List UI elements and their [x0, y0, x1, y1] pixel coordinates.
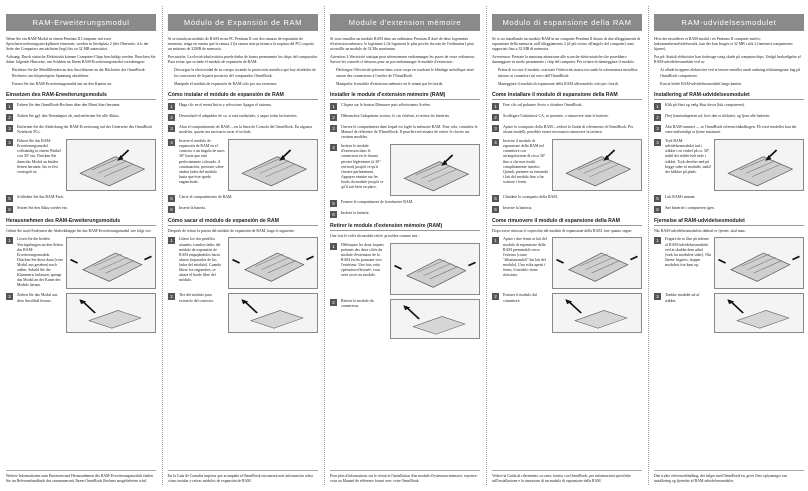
step-text: Inserire la batteria.: [503, 206, 533, 211]
remove-step-1: [492, 237, 642, 289]
step-text: Débranchez l'adaptateur secteur, le cas échéant, et retirez les batteries.: [341, 113, 450, 118]
step-number: 1: [654, 103, 661, 110]
step-text: Cliquez sur le bouton Démarrer puis sélectionnez Arrêter.: [341, 102, 431, 107]
step-text: Aprire i due fermi ai lati del modulo di espansione della RAM premendoli verso l'esterno (come "allontanandoli" dai lati del modulo). Una volta aperti i fermi, il modulo viene rilasciato.: [503, 237, 547, 278]
step-text: Ziehen Sie ggf. den Netzadapter ab, und entfernen Sie alle Akkus.: [17, 113, 120, 118]
step-number: 1: [330, 103, 337, 110]
bullet-2: Manipulez le module d'extension mémoire en le tenant par les bords.: [336, 81, 444, 86]
intro-text: Si vous installez un module RAM dans un ordinateur Pentium II doté de deux logements d'extension mémoire, le logement 2 (le logement le plus proche du coin de l'ordinateur) peut accueillir un module de 32 Mo maximum.: [330, 37, 474, 52]
step-number: 5: [330, 200, 337, 207]
step-number: 2: [492, 293, 499, 300]
step-number: 4: [6, 139, 13, 146]
bullet-1: At aflade kroppens elektricitet ved at berøre metallet rundt omkring tilslutningerne bag på OmniBook computeren.: [660, 68, 801, 78]
column-divider: [486, 6, 487, 485]
install-step-2: [654, 114, 804, 121]
step-number: 2: [168, 114, 175, 121]
step-number: 4: [168, 139, 175, 146]
remove-heading: Cómo sacar el módulo de expansión de RAM: [168, 218, 318, 226]
install-heading: Installering af RAM-udvidelsesmodulet: [654, 92, 804, 100]
install-heading: Installer le module d'extension mémoire (RAM): [330, 92, 480, 100]
step-number: 1: [330, 243, 337, 250]
module-pull-illustration: [390, 299, 480, 339]
ram-insert-illustration: [228, 139, 318, 191]
install-step-4: [654, 139, 804, 191]
install-step-5: [6, 195, 156, 202]
step-text: Trække modulet ud af stikket.: [665, 293, 700, 303]
latch-release-illustration: [390, 243, 480, 295]
step-number: 3: [6, 125, 13, 132]
step-text: Setzen Sie den Akku wieder ein.: [17, 206, 68, 211]
column-title: RAM-Erweiterungsmodul: [6, 14, 156, 31]
step-text: Drej lysnetadapteren ud, hvis den er tilsluttet, og fjern alle batterier.: [665, 113, 771, 118]
install-step-2: [492, 114, 642, 121]
language-column-2: [168, 10, 318, 484]
bullet-1: Descargue la electricidad de su cuerpo tocando la protección metálica que hay alrededor de los conectores de la parte posterior del computador OmniBook.: [174, 68, 316, 78]
install-step-6: [654, 206, 804, 213]
remove-intro: Gehen Sie nach Entfernen der Abdeckklappe für das RAM-Erweiterungsmodul wie folgt vor:: [6, 229, 152, 234]
ram-insert-illustration: [552, 139, 642, 191]
step-text: Estrarre il modulo dal connettore.: [503, 293, 538, 303]
step-text: Chiudere lo scomparto della RAM.: [503, 195, 558, 200]
step-text: Ouvrez le compartiment dans lequel est logée la mémoire RAM. Pour cela, consultez le Manuel de référence de l'OmniBook. Il peut être nécessaire de retirer le clavier sur certains modèles.: [341, 124, 478, 140]
step-text: Sæt batteriet i computeren igen.: [665, 206, 715, 211]
step-number: 4: [330, 144, 337, 151]
install-step-2: [6, 114, 156, 121]
step-number: 6: [6, 206, 13, 213]
step-text: Führen Sie das RAM-Erweiterungsmodul vollständig in einem Winkel von 30° ein. Drücken Sie dann das Modul an beiden Seiten herunter, bis es fest verriegelt ist.: [17, 139, 61, 174]
install-step-3: [492, 125, 642, 135]
install-step-3: [330, 125, 480, 140]
footer-note: En la Guía de Consulta impresa que acompaña al OmniBook encontrará más información sobre cómo instalar y retirar módulos de expansión de RAM.: [168, 470, 318, 484]
ram-insert-illustration: [66, 139, 156, 191]
intro-text: Hvis der installeres et RAM-modul i en Pentium II computer med to hukommelsesudvidelsesstik, kan der kun bruges et 32 MB i stik 2 (nærmest computerens hjørne).: [654, 37, 793, 52]
step-text: Inserte la batería.: [179, 206, 206, 211]
step-number: 2: [654, 114, 661, 121]
step-number: 2: [492, 114, 499, 121]
step-number: 2: [168, 293, 175, 300]
install-step-2: [330, 114, 480, 121]
step-text: Insérez la batterie.: [341, 211, 370, 216]
step-text: Cierre el compartimento de RAM.: [179, 195, 233, 200]
step-text: Fahren Sie den OmniBook-Rechner über den Menü Start herunter.: [17, 102, 121, 107]
module-pull-illustration: [714, 293, 804, 333]
step-number: 3: [654, 125, 661, 132]
latch-release-illustration: [714, 237, 804, 289]
step-number: 5: [6, 195, 13, 202]
step-number: 2: [6, 293, 13, 300]
step-number: 5: [168, 195, 175, 202]
install-step-1: [6, 103, 156, 110]
install-heading: Come installare il modulo di espansione della RAM: [492, 92, 642, 100]
step-number: 3: [492, 125, 499, 132]
step-text: Tire del módulo para extraerlo del conector.: [179, 293, 214, 303]
step-number: 1: [492, 103, 499, 110]
remove-heading: Fjernelse af RAM-udvidelsesmodulet: [654, 218, 804, 226]
step-number: 6: [168, 206, 175, 213]
footer-note: Pour plus d'informations sur le retrait et l'installation d'un module d'extension mémoire, reportez-vous au Manuel de référence fourni avec votre OmniBook.: [330, 470, 480, 484]
step-text: Inserire il modulo di espansione della RAM nel connettore con un'angolazione di circa 30° fino a che non risulti completamente inserito. Quindi, premere su entrambi i lati del modulo fino a far scattare i fermi.: [503, 139, 548, 184]
remove-intro: Når RAM-udvidelsesmodulets dæksel er fjernet, skal man:: [654, 229, 746, 234]
footer-note: Vedere la Guida di riferimento su carta, fornita con OmniBook, per informazioni specifiche sull'installazione e la rimozione di un modulo di espansione della RAM.: [492, 470, 642, 484]
module-pull-illustration: [228, 293, 318, 333]
install-step-4: [330, 144, 480, 196]
module-pull-illustration: [552, 293, 642, 333]
intro-text: Se si sta installando un modulo RAM in un computer Pentium II dotato di due alloggiamenti di espansione della memoria, nell'alloggiamento 2 (il più vicino all'angolo del computer) sono supportati fino a 32 MB di memoria.: [492, 37, 641, 52]
step-text: Luk RAM-rummet.: [665, 195, 696, 200]
step-number: 2: [330, 299, 337, 306]
step-number: 1: [6, 237, 13, 244]
step-number: 3: [330, 125, 337, 132]
caution-text: Achtung: Durch statische Elektrizität können Computer-Chips beschädigt werden. Beachten Sie daher folgende Hinweise, um Schäden an Ihrem RAM-Erweiterungsmodul vorzubeugen:: [6, 55, 156, 65]
install-step-3: [168, 125, 318, 135]
install-step-5: [654, 195, 804, 202]
step-number: 1: [654, 237, 661, 244]
step-text: Fermez le compartiment de la mémoire RAM.: [341, 200, 414, 205]
install-step-6: [492, 206, 642, 213]
install-heading: Einsetzen des RAM-Erweiterungsmoduls: [6, 92, 156, 100]
install-heading: Cómo instalar el módulo de expansión de RAM: [168, 92, 318, 100]
install-step-5: [492, 195, 642, 202]
step-number: 1: [168, 237, 175, 244]
step-text: Klik på Start og vælg Shut down (luk computeren).: [665, 102, 745, 107]
remove-step-1: [654, 237, 804, 289]
step-number: 5: [654, 195, 661, 202]
remove-step-2: [330, 299, 480, 339]
remove-intro: Dopo avere rimosso il coperchio del modulo di espansione della RAM, fare quanto segue:: [492, 229, 633, 234]
step-text: Fare clic sul pulsante Avvio e chiudere OmniBook.: [503, 102, 583, 107]
latch-release-illustration: [552, 237, 642, 289]
step-number: 1: [6, 103, 13, 110]
step-text: Aprire lo scomparto della RAM—vedere la Guida di riferimento di OmniBook. Per alcuni modelli, potrebbe essere necessario rimuovere la tastiera.: [503, 124, 634, 135]
install-step-6: [6, 206, 156, 213]
step-text: Frigøre de to låse på siderne af RAM-udvidelsesmodulet ved at skubbe dem udad (væk fra modulets sider). Når låsene frigøres, hopper modulets frie kant op.: [665, 237, 711, 267]
step-text: Åbn RAM-rummet — se OmniBook referencehåndbogen. På visse modeller kan det være nødvendigt at fjerne tastaturet.: [665, 124, 797, 135]
caution-text: Precaución: La electricidad estática puede dañar de forma permanente los chips del computador. Para evitar que se dañe el módulo de expansión de RAM:: [168, 55, 318, 65]
bullet-1: Prima di toccare il modulo, scaricate l'elettricità statica toccando la schermatura metallica intorno ai connettori sul retro dell'OmniBook.: [498, 68, 638, 78]
install-step-1: [168, 103, 318, 110]
install-step-4: [168, 139, 318, 191]
step-text: Retirez le module du connecteur.: [341, 298, 374, 308]
column-title: Module d'extension mémoire: [330, 14, 480, 31]
step-number: 1: [492, 237, 499, 244]
install-step-3: [654, 125, 804, 135]
column-divider: [648, 6, 649, 485]
install-step-1: [492, 103, 642, 110]
bullet-2: Maneggiare il modulo di espansione della RAM afferrandolo solo per i bordi.: [498, 81, 619, 86]
step-number: 6: [492, 206, 499, 213]
intro-text: Si se instala un módulo de RAM en un PC Pentium II con dos ranuras de expansión de memoria, tenga en cuenta que la ranura 2 (la ranura más próxima a la esquina del PC) soporta un máximo de 32MB de memoria.: [168, 37, 314, 52]
step-text: Ziehen Sie das Modul aus dem Anschluß heraus.: [17, 293, 58, 303]
step-number: 5: [492, 195, 499, 202]
column-title: Módulo de Expansión de RAM: [168, 14, 318, 31]
install-step-1: [654, 103, 804, 110]
step-text: Scollegare l'adattatore CA, se presente, e rimuovere tutte le batterie.: [503, 113, 609, 118]
step-text: Libere los dos pestillos situados a ambos lados del módulo de expansión de RAM empujándolos hacia afuera (separados de los lados del módulo). Cuando libere los enganches, se alzará el borde libre del módulo.: [179, 237, 222, 283]
step-number: 2: [654, 293, 661, 300]
bullet-1: Déchargez l'électricité présente dans votre corps en touchant le blindage métallique situé autour des connecteurs à l'arrière de l'OmniBook.: [336, 68, 474, 78]
remove-intro: Une fois le volet du module retiré, procédez comme suit :: [330, 234, 420, 239]
module-pull-illustration: [66, 293, 156, 333]
latch-release-illustration: [228, 237, 318, 289]
bullet-2: Fassen Sie das RAM-Erweiterungsmodul nur an den Kanten an.: [12, 81, 112, 86]
step-text: Tryk RAM-udvidelsesmodulet ind i stikket i en vinkel på ca. 30°, indtil det sidder helt inde i stikket. Tryk derefter ned på begge sider af modulet, indtil der klikker på plads.: [665, 139, 711, 174]
step-text: Schließen Sie das RAM-Fach.: [17, 195, 65, 200]
footer-note: Weitere Informationen zum Einsetzen und Herausnehmen des RAM-Erweiterungsmoduls finden Sie im Referenzhandbuch des zusammen mit Ihrem OmniBook Rechner ausgelieferten wird.: [6, 470, 156, 484]
install-step-3: [6, 125, 156, 135]
step-text: Inserte el módulo de expansión de RAM en el conector a un ángulo de unos 30° hasta que esté perfectamente colocado. A continuación, presione sobre ambos lados del módulo hasta que éste quede enganchado.: [179, 139, 225, 184]
step-text: Insérez le module d'extension dans le connecteur en le faisant pivoter légèrement (à 30° environ) jusqu'à ce qu'il s'insère parfaitement. Appuyez ensuite sur les bords du module jusqu'à ce qu'il soit bien en place.: [341, 144, 384, 189]
remove-intro: Después de retirar la puerta del módulo de expansión de RAM, haga lo siguiente:: [168, 229, 295, 234]
column-title: RAM-udvidelsesmodulet: [654, 14, 804, 31]
language-column-3: [330, 10, 480, 484]
step-text: Desenchufe el adaptador de ca, si está enchufado, y saque todas las baterías.: [179, 113, 298, 118]
caution-text: Avvertenza: Prestate la massima attenzione alle scariche elettrostatiche che potrebbero danneggiare in modo permanente i chip del computer. Per evitare di danneggiare il modulo:: [492, 55, 635, 65]
step-number: 2: [6, 114, 13, 121]
step-text: Abra el compartimento de RAM —en la línea de Consola del OmniBook. En algunos modelos, quizás sea necesario sacar el teclado.: [179, 124, 313, 135]
latch-release-illustration: [66, 237, 156, 289]
install-step-5: [168, 195, 318, 202]
step-number: 6: [330, 211, 337, 218]
install-step-4: [6, 139, 156, 191]
remove-heading: Herausnehmen des RAM-Erweiterungsmoduls: [6, 218, 156, 226]
column-divider: [324, 6, 325, 485]
remove-step-2: [492, 293, 642, 333]
remove-step-2: [654, 293, 804, 333]
install-step-2: [168, 114, 318, 121]
bullet-1: Berühren Sie die Metallblenden an den Anschlüssen an der Rückseite des OmniBook-Rechners, um körpereigene Spannung abzuleiten.: [12, 68, 146, 78]
language-column-5: [654, 10, 804, 484]
column-title: Modulo di espansione della RAM: [492, 14, 642, 31]
install-step-6: [168, 206, 318, 213]
ram-insert-illustration: [390, 144, 480, 196]
remove-step-1: [168, 237, 318, 289]
intro-text: Wenn Sie ein RAM-Modul in einem Pentium II Computer mit zwei Speichererweiterungssteckplätzen einsetzen, werden in Steckplatz 2 (der Oberseite, d.h. der Seite des Computers am nächsten liegt) bis zu 32 MB unterstützt.: [6, 37, 149, 52]
remove-heading: Come rimuovere il modulo di espansione della RAM: [492, 218, 642, 226]
step-text: Débloquez les deux loquets présents des deux côtés du module d'extension de la RAM en les poussant vers l'extérieur. Une fois cette opération effectuée, vous avez accès au module.: [341, 242, 384, 278]
caution-text: Pas på: Statisk elektricitet kan forårsage varig skade på computerchips. Undgå beskadigelse af RAM-udvidelsesmodulet ved at:: [654, 55, 801, 65]
footer-note: Den trykte referencehåndbog, der følger med OmniBook'en, giver flere oplysninger om installering og fjernelse af RAM-udvidelsesmoduler.: [654, 470, 804, 484]
bullet-2: Manipule el módulo de expansión de RAM sólo por sus extremos.: [174, 81, 278, 86]
ram-insert-illustration: [714, 139, 804, 191]
step-number: 4: [492, 139, 499, 146]
step-number: 2: [330, 114, 337, 121]
step-number: 1: [168, 103, 175, 110]
remove-step-2: [168, 293, 318, 333]
install-step-4: [492, 139, 642, 191]
remove-step-1: [6, 237, 156, 289]
step-text: Entfernen Sie die Abdeckung der RAM-Erweiterung auf der Unterseite des OmniBook Notebook PCs.: [17, 124, 153, 135]
language-column-1: [6, 10, 156, 484]
remove-step-1: [330, 243, 480, 295]
remove-step-2: [6, 293, 156, 333]
install-step-6: [330, 211, 480, 218]
step-number: 6: [654, 206, 661, 213]
step-number: 3: [168, 125, 175, 132]
step-text: Haga clic en el menú Inicio y seleccione Apagar el sistema.: [179, 102, 272, 107]
column-divider: [162, 6, 163, 485]
step-text: Lösen Sie die beiden Verriegelungen an den Seiten des RAM-Erweiterungsmoduls. Drücken Sie diese dazu (vom Modul aus gesehen) nach außen. Sobald Sie die Klammern loslassen, springt das Modul an der Kante des Moduls heraus.: [17, 237, 63, 288]
bullet-2: Kun at holde RAM-udvidelsesmodulet langs kanten.: [660, 81, 742, 86]
language-column-4: [492, 10, 642, 484]
step-number: 4: [654, 139, 661, 146]
install-step-1: [330, 103, 480, 110]
remove-heading: Retirer le module d'extension mémoire (RAM): [330, 223, 480, 231]
install-step-5: [330, 200, 480, 207]
caution-text: Attention: L'électricité statique peut sérieusement endommager les puces de votre ordinateur. Suivez les conseils ci-dessous pour ne pas endommager le module d'extension :: [330, 55, 475, 65]
